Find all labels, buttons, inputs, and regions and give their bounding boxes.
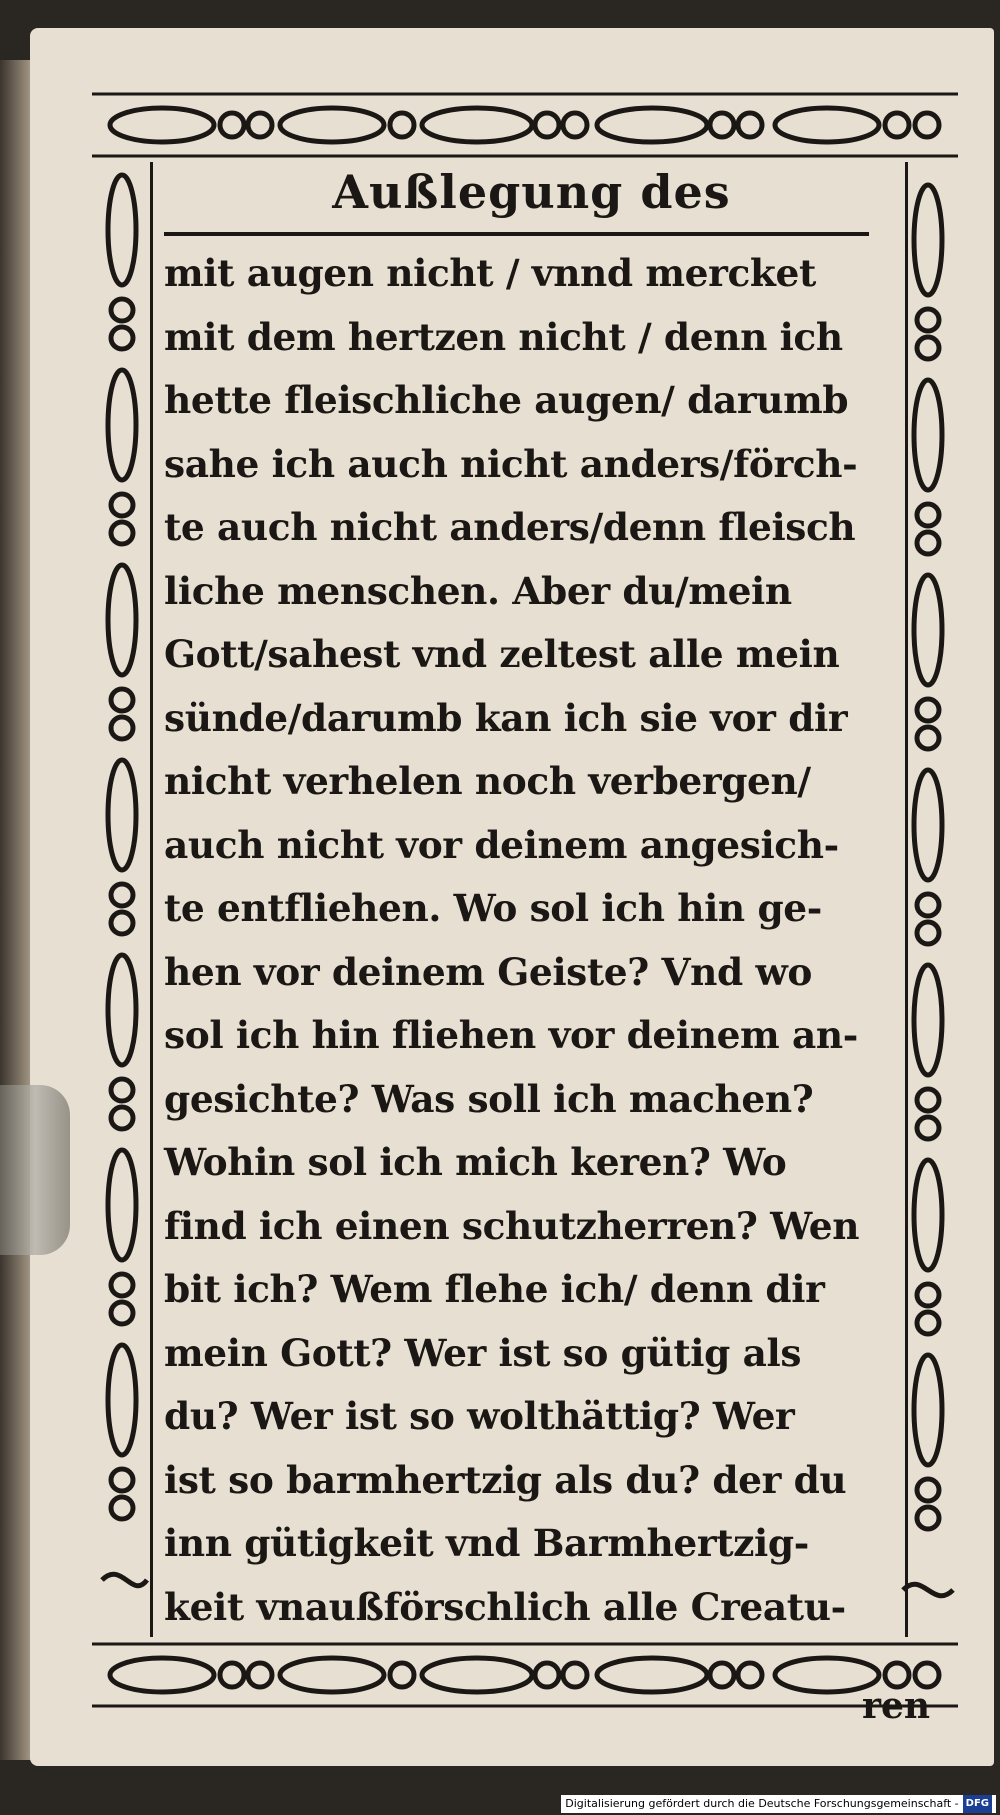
text-line: find ich einen schutzherren? Wen: [164, 1203, 860, 1248]
text-line: mein Gott? Wer ist so gütig als: [164, 1330, 802, 1375]
text-line: gesichte? Was soll ich machen?: [164, 1076, 814, 1121]
catchword: ren: [862, 1685, 931, 1727]
text-line: auch nicht vor deinem angesich-: [164, 822, 839, 867]
text-line: sünde/darumb kan ich sie vor dir: [164, 695, 848, 740]
text-line: bit ich? Wem flehe ich/ denn dir: [164, 1267, 825, 1311]
text-line: Wohin sol ich mich keren? Wo: [164, 1140, 787, 1184]
text-line: te auch nicht anders/denn fleisch: [164, 505, 856, 549]
text-line: inn gütigkeit vnd Barmhertzig-: [164, 1521, 809, 1565]
credit-text: Digitalisierung gefördert durch die Deutsche Forschungsgemeinschaft -: [565, 1797, 959, 1810]
text-line: mit dem hertzen nicht / denn ich: [164, 314, 843, 359]
text-line: te entfliehen. Wo sol ich hin ge-: [164, 886, 822, 930]
body-text: [164, 242, 899, 1639]
text-line: Gott/sahest vnd zeltest alle mein: [164, 632, 840, 676]
text-line: nicht verhelen noch verbergen/: [164, 759, 811, 803]
running-header: Außlegung des: [332, 165, 731, 219]
text-line: liche menschen. Aber du/mein: [164, 568, 792, 613]
ornamental-frame: [92, 90, 958, 1727]
text-line: sahe ich auch nicht anders/förch-: [164, 441, 858, 486]
text-line: sol ich hin fliehen vor deinem an-: [164, 1013, 858, 1057]
book-page: [30, 28, 994, 1766]
text-line: du? Wer ist so wolthättig? Wer: [164, 1394, 795, 1438]
dfg-logo: DFG: [963, 1795, 992, 1813]
digitization-credit: [561, 1795, 996, 1813]
text-line: ist so barmhertzig als du? der du: [164, 1457, 847, 1502]
ornament-border-top: [92, 90, 958, 160]
text-line: keit vnaußförschlich alle Creatu-: [164, 1584, 846, 1629]
header-rule: [164, 232, 869, 236]
text-line: hette fleischliche augen/ darumb: [164, 378, 849, 422]
page-clip: [0, 1085, 70, 1255]
text-block: [164, 162, 899, 1639]
text-line: mit augen nicht / vnnd mercket: [164, 251, 816, 295]
ornament-border-left: [92, 160, 152, 1640]
ornament-border-bottom: [92, 1640, 958, 1710]
text-line: hen vor deinem Geiste? Vnd wo: [164, 949, 813, 994]
